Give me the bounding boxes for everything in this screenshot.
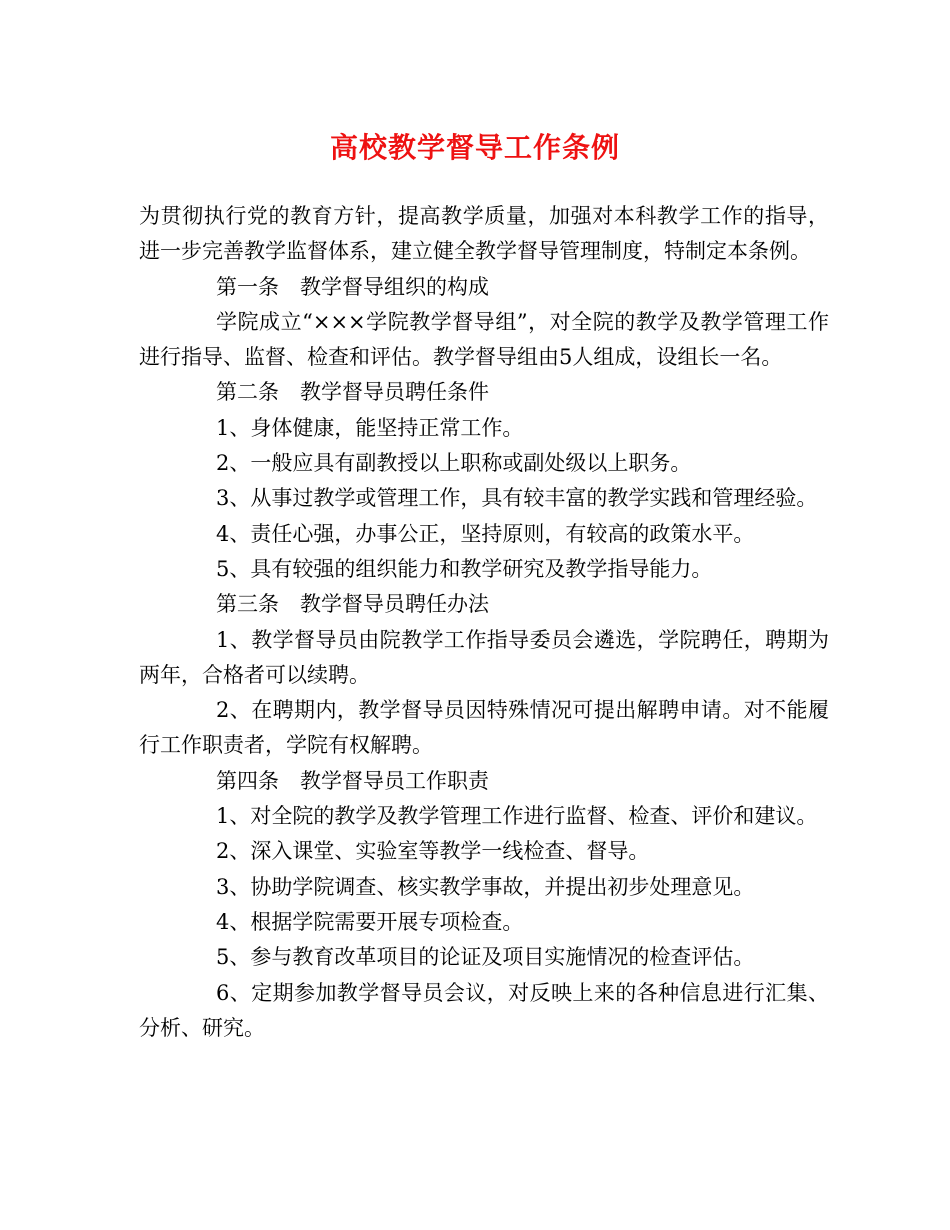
article-4-item-5: 5、参与教育改革项目的论证及项目实施情况的检查评估。 [216, 945, 755, 970]
document-body [139, 199, 829, 1046]
article-3-item-2: 2、在聘期内，教学督导员因特殊情况可提出解聘申请。对不能履行工作职责者，学院有权解聘。 [139, 698, 829, 758]
article-4-item-4: 4、根据学院需要开展专项检查。 [216, 909, 524, 934]
article-3-item-1: 1、教学督导员由院教学工作指导委员会遴选，学院聘任，聘期为两年，合格者可以续聘。 [139, 627, 829, 687]
intro-paragraph: 为贯彻执行党的教育方针，提高教学质量，加强对本科教学工作的指导，进一步完善教学监督体系，建立健全教学督导管理制度，特制定本条例。 [139, 204, 829, 264]
article-4-item-6: 6、定期参加教学督导员会议，对反映上来的各种信息进行汇集、分析、研究。 [139, 980, 829, 1040]
article-2-item-3: 3、从事过教学或管理工作，具有较丰富的教学实践和管理经验。 [216, 486, 818, 511]
article-3-heading: 第三条 教学督导员聘任办法 [216, 592, 489, 617]
article-4-item-1: 1、对全院的教学及教学管理工作进行监督、检查、评价和建议。 [216, 804, 818, 829]
article-2-item-1: 1、身体健康，能坚持正常工作。 [216, 415, 524, 440]
article-2-item-5: 5、具有较强的组织能力和教学研究及教学指导能力。 [216, 556, 713, 581]
article-2-item-2: 2、一般应具有副教授以上职称或副处级以上职务。 [216, 451, 692, 476]
article-1-paragraph: 学院成立“×××学院教学督导组”，对全院的教学及教学管理工作进行指导、监督、检查和评估。教学督导组由5人组成，设组长一名。 [139, 309, 829, 370]
document-title: 高校教学督导工作条例 [329, 131, 620, 164]
article-4-item-2: 2、深入课堂、实验室等教学一线检查、督导。 [216, 839, 650, 864]
article-2-heading: 第二条 教学督导员聘任条件 [216, 380, 489, 405]
article-2-item-4: 4、责任心强，办事公正，坚持原则，有较高的政策水平。 [216, 521, 755, 546]
article-4-item-3: 3、协助学院调查、核实教学事故，并提出初步处理意见。 [216, 874, 755, 899]
article-4-heading: 第四条 教学督导员工作职责 [216, 768, 489, 793]
article-1-heading: 第一条 教学督导组织的构成 [216, 274, 489, 299]
